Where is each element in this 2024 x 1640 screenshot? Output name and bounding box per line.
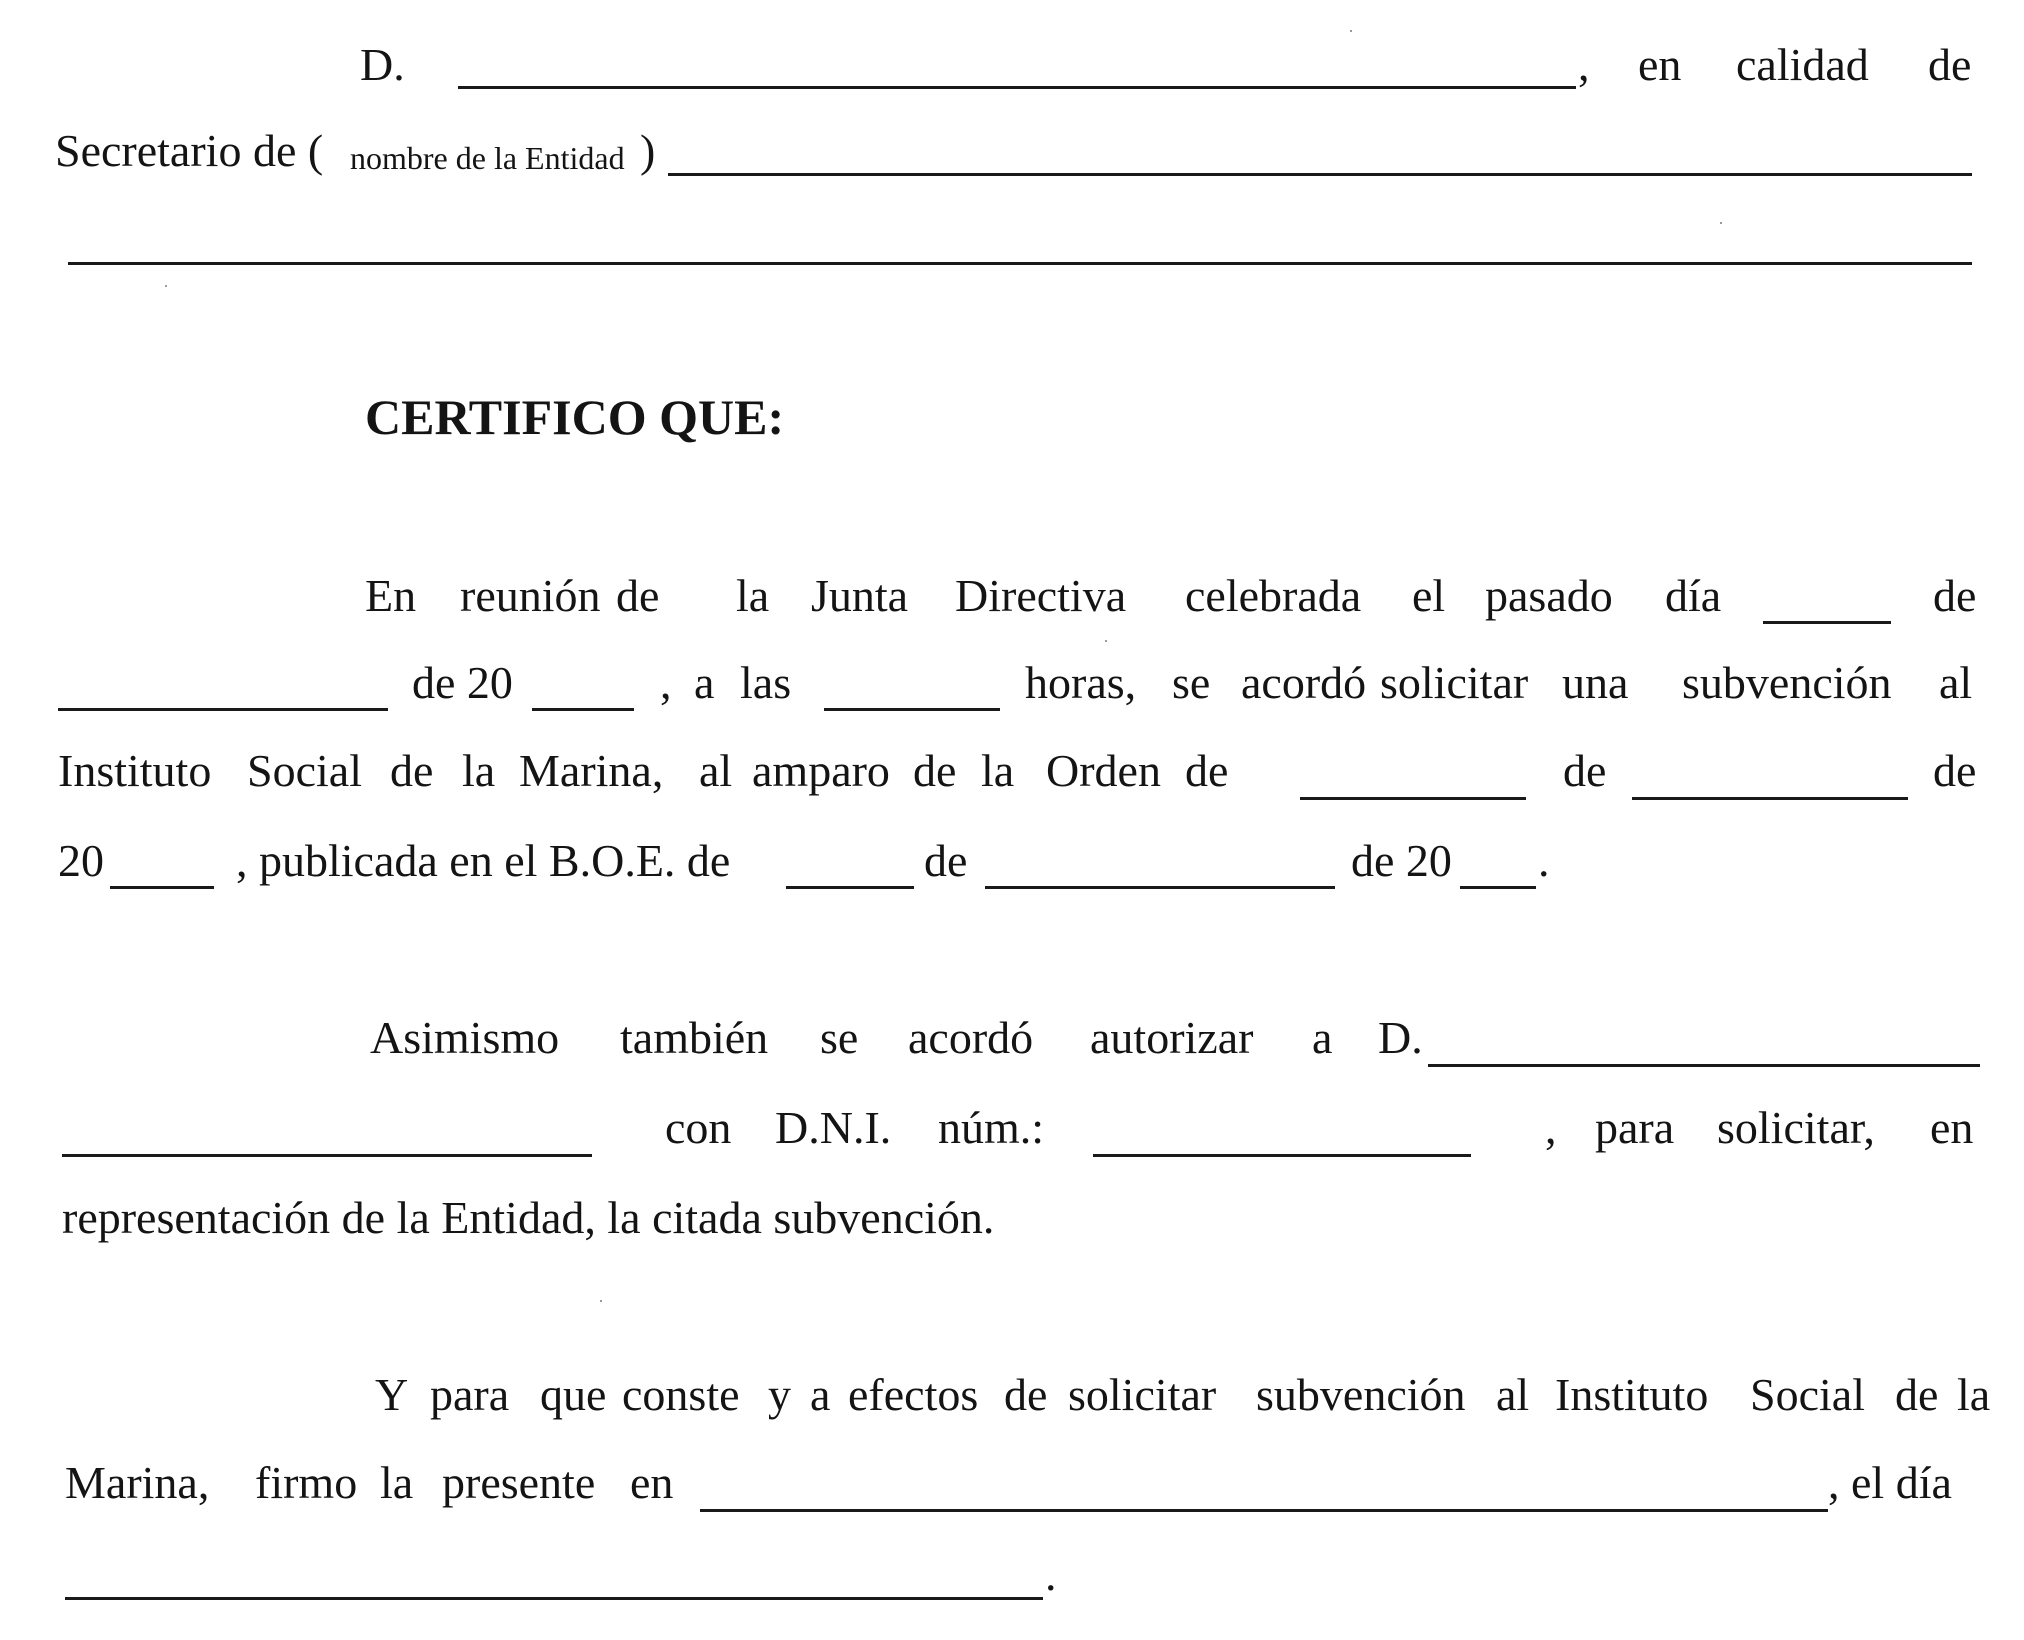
word: al [699, 745, 733, 796]
word: pasado [1485, 570, 1613, 621]
word: y [768, 1369, 791, 1420]
word: reunión [460, 570, 601, 621]
word: al [1496, 1369, 1530, 1420]
word: al [1939, 657, 1973, 708]
boe-month-line [985, 886, 1335, 889]
word: acordó [1241, 657, 1367, 708]
word: para [430, 1369, 510, 1420]
word: efectos [848, 1369, 979, 1420]
orden-month-line [1632, 797, 1908, 800]
meeting-month-line [58, 708, 388, 711]
boe-year-field[interactable] [1460, 830, 1536, 890]
word: la [1957, 1369, 1991, 1420]
word: en [630, 1457, 674, 1508]
meeting-year-field[interactable] [532, 652, 634, 712]
boe-year-line [1460, 886, 1536, 889]
signing-date-field[interactable] [65, 1540, 1043, 1600]
boe-day-field[interactable] [786, 830, 914, 890]
word: una [1562, 657, 1629, 708]
d-label: D. [360, 39, 405, 90]
word: las [740, 657, 792, 708]
meeting-day-line [1763, 621, 1891, 624]
scan-speck [1105, 640, 1107, 642]
entity-name-field-continued[interactable] [68, 205, 1972, 265]
word: subvención [1682, 657, 1892, 708]
comma: , [1545, 1102, 1557, 1153]
word: la [462, 745, 496, 796]
entity-name-field[interactable] [668, 116, 1972, 176]
comma: , [660, 657, 672, 708]
word: de [1185, 745, 1229, 796]
meeting-hour-field[interactable] [824, 652, 1000, 712]
signing-place-line [700, 1509, 1828, 1512]
certifico-heading: CERTIFICO QUE: [365, 389, 785, 445]
el-dia-label: , el día [1828, 1457, 1952, 1508]
word: Instituto [1555, 1369, 1709, 1420]
word: con [665, 1102, 732, 1153]
word: Y [375, 1369, 409, 1420]
word: la [981, 745, 1015, 796]
word: celebrada [1185, 570, 1362, 621]
orden-day-field[interactable] [1300, 741, 1526, 801]
nombre-entidad-hint: nombre de la Entidad [350, 140, 625, 176]
word: de [390, 745, 434, 796]
close-paren: ) [640, 125, 656, 176]
dni-field[interactable] [1093, 1098, 1471, 1158]
authorized-name-field-continued[interactable] [62, 1098, 592, 1158]
word: Marina, [65, 1457, 210, 1508]
word: la [736, 570, 770, 621]
orden-month-field[interactable] [1632, 741, 1908, 801]
de-20-label: de 20 [1351, 835, 1452, 886]
word: se [820, 1012, 859, 1063]
scan-speck [600, 1300, 602, 1302]
asimismo-line-3: representación de la Entidad, la citada subvención. [62, 1192, 995, 1243]
word: la [380, 1457, 414, 1508]
entity-name-line [668, 173, 1972, 176]
word: amparo [752, 745, 890, 796]
word: Social [1750, 1369, 1865, 1420]
word: de [924, 835, 968, 886]
entity-name-line-2 [68, 262, 1972, 265]
word: Junta [811, 570, 909, 621]
word: a [1312, 1012, 1333, 1063]
word: Marina, [519, 745, 664, 796]
word: solicitar [1380, 657, 1529, 708]
word: Social [247, 745, 362, 796]
word: firmo [255, 1457, 358, 1508]
word: presente [442, 1457, 596, 1508]
word: de [1933, 570, 1977, 621]
comma: , [1578, 39, 1590, 90]
orden-day-line [1300, 797, 1526, 800]
scan-speck [165, 285, 167, 287]
word: que [540, 1369, 607, 1420]
word: Directiva [955, 570, 1127, 621]
meeting-hour-line [824, 708, 1000, 711]
meeting-year-line [532, 708, 634, 711]
word: día [1665, 570, 1722, 621]
orden-year-field[interactable] [110, 830, 214, 890]
period: . [1045, 1549, 1057, 1600]
word: calidad [1736, 39, 1869, 90]
word: de [616, 570, 660, 621]
authorized-name-field[interactable] [1428, 1008, 1980, 1068]
word: el [1412, 570, 1446, 621]
secretario-label: Secretario de ( [55, 125, 324, 176]
scan-speck [1350, 30, 1352, 32]
word: de [1004, 1369, 1048, 1420]
de-20-label: de 20 [412, 657, 513, 708]
word: solicitar [1068, 1369, 1217, 1420]
secretary-name-field[interactable] [458, 30, 1576, 90]
word: Instituto [58, 745, 212, 796]
word: a [694, 657, 715, 708]
word: Orden [1046, 745, 1161, 796]
dni-line [1093, 1154, 1471, 1157]
d-label: D. [1378, 1012, 1423, 1063]
word: de [1928, 39, 1972, 90]
year-prefix: 20 [58, 835, 104, 886]
boe-month-field[interactable] [985, 830, 1335, 890]
meeting-month-field[interactable] [58, 652, 388, 712]
signing-place-field[interactable] [700, 1453, 1828, 1513]
word: subvención [1256, 1369, 1466, 1420]
word: horas, [1025, 657, 1137, 708]
word: también [620, 1012, 769, 1063]
boe-day-line [786, 886, 914, 889]
word: D.N.I. [775, 1102, 892, 1153]
word: núm.: [938, 1102, 1045, 1153]
word: autorizar [1090, 1012, 1254, 1063]
word: acordó [908, 1012, 1034, 1063]
authorized-name-line [1428, 1064, 1980, 1067]
word: a [810, 1369, 831, 1420]
word: solicitar, [1717, 1102, 1875, 1153]
word: de [1563, 745, 1607, 796]
word: de [1895, 1369, 1939, 1420]
word: de [1933, 745, 1977, 796]
signing-date-line [65, 1597, 1043, 1600]
scan-speck [1720, 222, 1722, 224]
word: en [1638, 39, 1682, 90]
word: se [1172, 657, 1211, 708]
secretary-name-line [458, 86, 1576, 89]
word: de [913, 745, 957, 796]
word: en [1930, 1102, 1974, 1153]
publicada-label: , publicada en el B.O.E. de [236, 835, 731, 886]
authorized-name-line-2 [62, 1154, 592, 1157]
period: . [1538, 835, 1550, 886]
orden-year-line [110, 886, 214, 889]
word: Asimismo [370, 1012, 560, 1063]
word: para [1595, 1102, 1675, 1153]
meeting-day-field[interactable] [1763, 565, 1891, 625]
word: conste [622, 1369, 740, 1420]
word: En [365, 570, 417, 621]
